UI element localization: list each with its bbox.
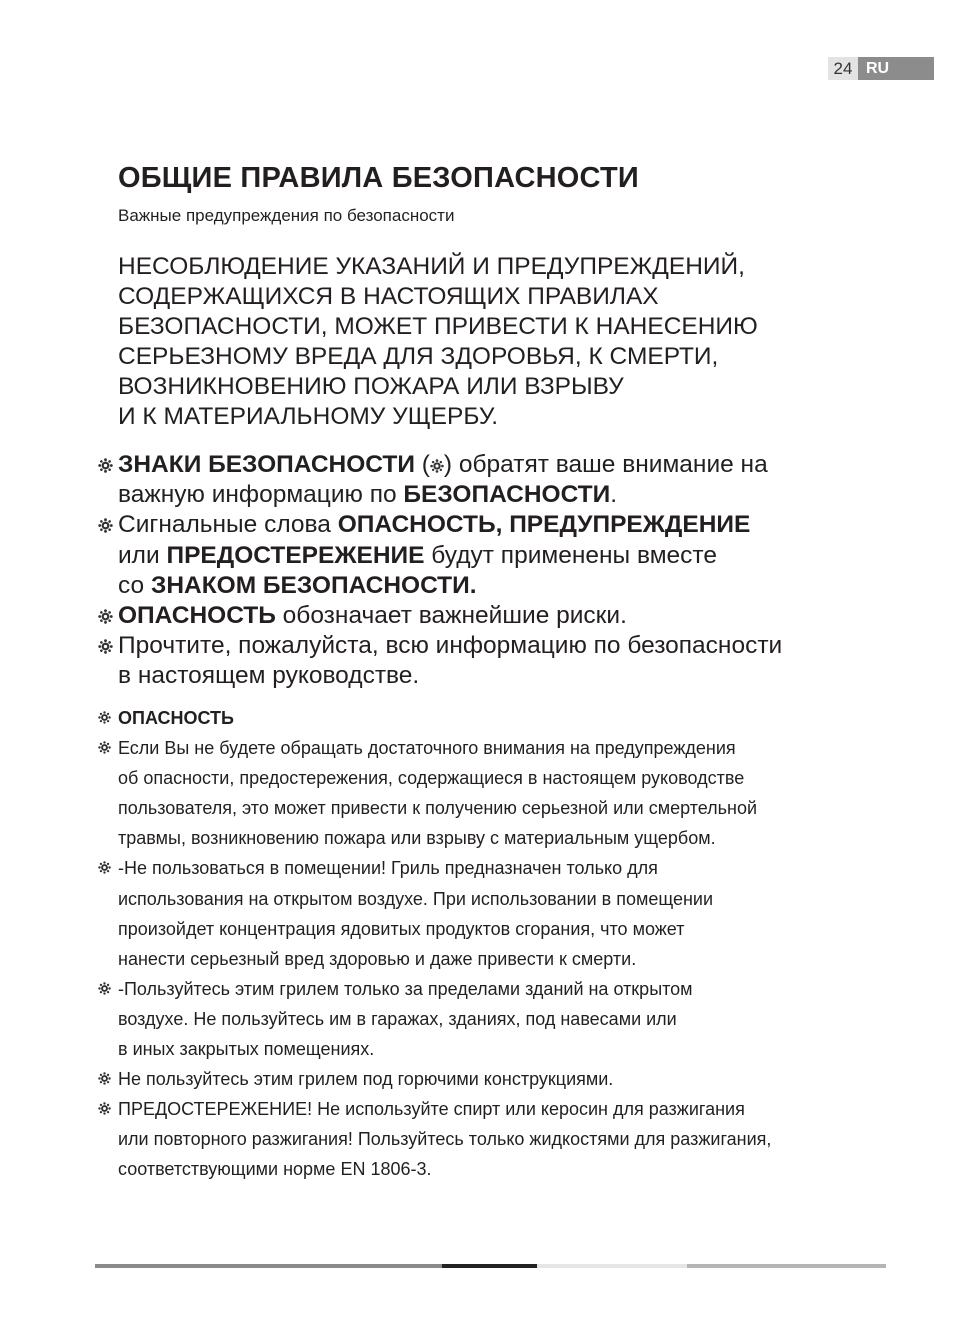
warning-block	[118, 252, 878, 432]
safety-symbol-icon	[98, 1072, 111, 1085]
list-item	[98, 510, 858, 601]
text: Если Вы не будете обращать достаточного внимания на предупреждения	[118, 738, 736, 759]
list-item	[98, 703, 878, 733]
list-item	[98, 1094, 878, 1184]
language-badge: RU	[858, 57, 934, 80]
bold-text: ОПАСНОСТЬ, ПРЕДУПРЕЖДЕНИЕ	[337, 511, 751, 539]
safety-symbol-icon	[430, 459, 444, 473]
bold-text: ЗНАКИ БЕЗОПАСНОСТИ	[118, 451, 415, 478]
text: будут применены вместе	[424, 541, 717, 569]
page-indicator	[828, 57, 934, 80]
text: воздухе. Не пользуйтесь им в гаражах, зданиях, под навесами или	[118, 1008, 677, 1029]
text: -Не пользоваться в помещении! Гриль предназначен только для	[118, 858, 658, 879]
warning-line: СЕРЬЕЗНОМУ ВРЕДА ДЛЯ ЗДОРОВЬЯ, К СМЕРТИ,	[118, 343, 719, 370]
bold-text: ЗНАКОМ БЕЗОПАСНОСТИ.	[150, 571, 477, 599]
list-item	[98, 601, 858, 631]
text: в иных закрытых помещениях.	[118, 1039, 375, 1060]
list-item	[98, 450, 858, 510]
footer-segment	[687, 1264, 886, 1268]
warning-line: И К МАТЕРИАЛЬНОМУ УЩЕРБУ.	[118, 403, 499, 430]
page-subtitle: Важные предупреждения по безопасности	[118, 206, 455, 225]
text: нанести серьезный вред здоровью и даже привести к смерти.	[118, 948, 637, 969]
safety-symbol-icon	[98, 639, 113, 654]
text: или повторного разжигания! Пользуйтесь только жидкостями для разжигания,	[118, 1129, 772, 1150]
text: травмы, возникновению пожара или взрыву с материальным ущербом.	[118, 828, 716, 849]
text: произойдет концентрация ядовитых продуктов сгорания, что может	[118, 918, 685, 939]
warning-line: НЕСОБЛЮДЕНИЕ УКАЗАНИЙ И ПРЕДУПРЕЖДЕНИЙ,	[118, 253, 745, 280]
list-item	[98, 733, 878, 853]
bold-text: ПРЕДОСТЕРЕЖЕНИЕ	[166, 541, 425, 569]
text: важную информацию по	[118, 481, 404, 509]
safety-symbol-icon	[98, 1102, 111, 1115]
text: об опасности, предостережения, содержащиеся в настоящем руководстве	[118, 768, 745, 789]
text: .	[610, 481, 618, 509]
text: ) обратят ваше внимание на	[443, 451, 768, 478]
list-item	[98, 631, 858, 691]
text: Прочтите, пожалуйста, всю информацию по безопасности	[118, 632, 783, 660]
text: (	[414, 451, 430, 478]
list-item	[98, 974, 878, 1064]
text: или	[118, 541, 167, 569]
text: обозначает важнейшие риски.	[275, 602, 627, 630]
warning-line: БЕЗОПАСНОСТИ, МОЖЕТ ПРИВЕСТИ К НАНЕСЕНИЮ	[118, 313, 758, 340]
footer-segment	[537, 1264, 687, 1268]
safety-symbol-icon	[98, 741, 111, 754]
safety-symbol-icon	[98, 458, 113, 473]
list-item	[98, 1064, 878, 1094]
list-item	[98, 853, 878, 973]
bold-text: БЕЗОПАСНОСТИ	[403, 481, 611, 509]
text: пользователя, это может привести к получению серьезной или смертельной	[118, 798, 758, 819]
text: использования на открытом воздухе. При использовании в помещении	[118, 888, 714, 909]
safety-symbol-icon	[98, 861, 111, 874]
danger-bullet-list	[98, 703, 878, 1185]
safety-symbol-icon	[98, 982, 111, 995]
footer-segment	[95, 1264, 442, 1268]
danger-heading: ОПАСНОСТЬ	[118, 708, 234, 728]
safety-symbol-icon	[98, 609, 113, 624]
text: Не пользуйтесь этим грилем под горючими конструкциями.	[118, 1069, 614, 1090]
safety-symbol-icon	[98, 518, 113, 533]
bold-text: ОПАСНОСТЬ	[118, 602, 276, 630]
footer-divider	[95, 1264, 886, 1268]
safety-bullet-list	[98, 450, 858, 692]
warning-line: ВОЗНИКНОВЕНИЮ ПОЖАРА ИЛИ ВЗРЫВУ	[118, 373, 624, 400]
text: в настоящем руководстве.	[118, 662, 420, 690]
footer-segment	[442, 1264, 537, 1268]
text: соответствующими норме EN 1806-3.	[118, 1159, 432, 1180]
page-number: 24	[828, 57, 858, 80]
page-title: ОБЩИЕ ПРАВИЛА БЕЗОПАСНОСТИ	[118, 162, 639, 194]
warning-line: СОДЕРЖАЩИХСЯ В НАСТОЯЩИХ ПРАВИЛАХ	[118, 283, 659, 310]
text: Сигнальные слова	[118, 511, 338, 539]
text: со	[118, 571, 151, 599]
text: -Пользуйтесь этим грилем только за пределами зданий на открытом	[118, 978, 693, 999]
text: ПРЕДОСТЕРЕЖЕНИЕ! Не используйте спирт или керосин для разжигания	[118, 1099, 745, 1120]
safety-symbol-icon	[98, 711, 111, 724]
